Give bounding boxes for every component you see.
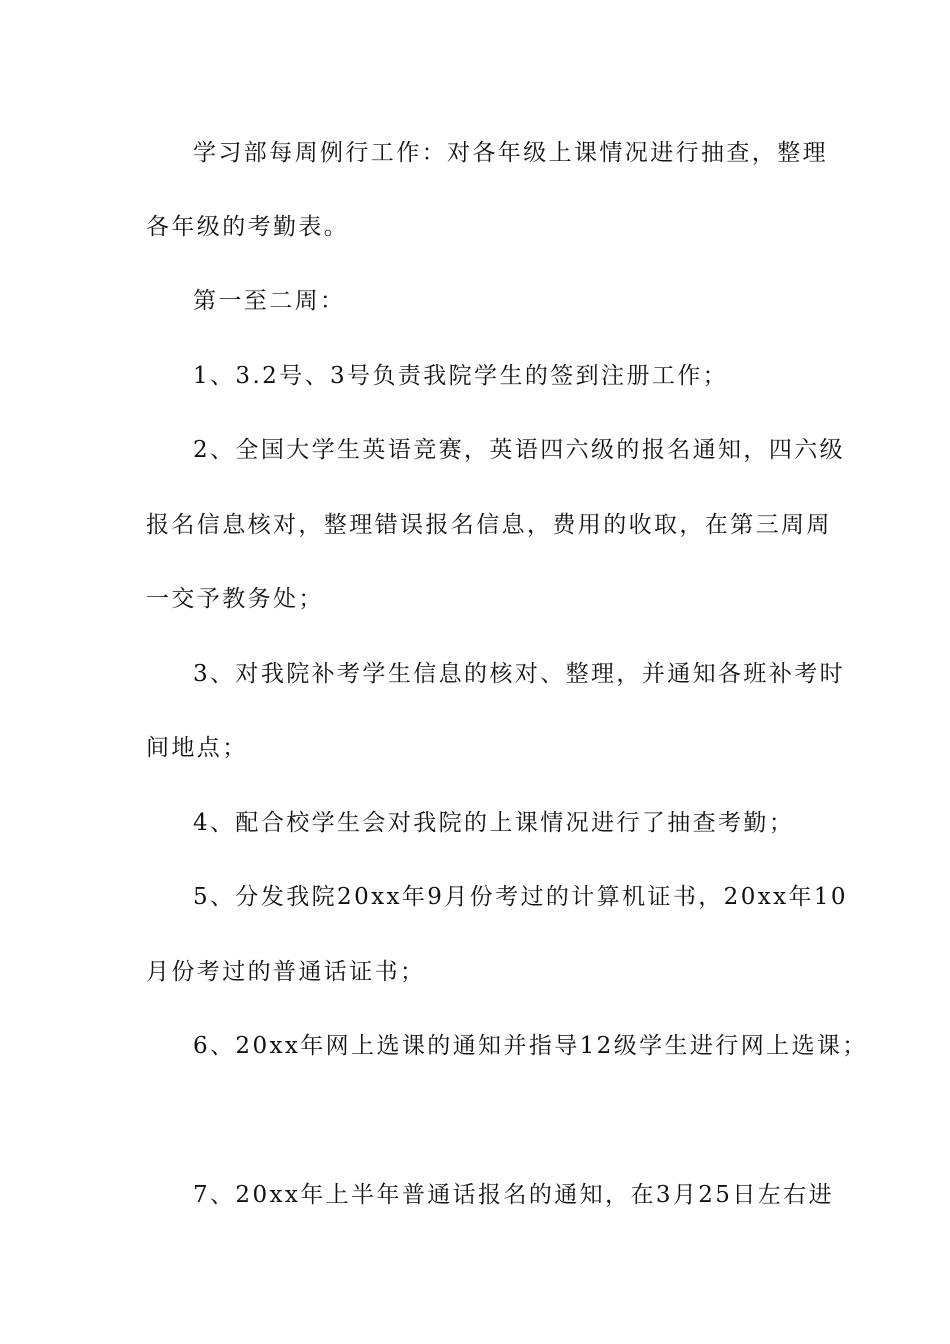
list-item: 2、全国大学生英语竞赛，英语四六级的报名通知，四六级 xyxy=(193,437,846,463)
list-item: 4、配合校学生会对我院的上课情况进行了抽查考勤； xyxy=(193,810,795,836)
list-item-continuation: 间地点； xyxy=(146,735,248,761)
paragraph-line: 学习部每周例行工作：对各年级上课情况进行抽查，整理 xyxy=(193,140,828,166)
section-heading: 第一至二周： xyxy=(193,288,346,314)
list-item-continuation: 月份考过的普通话证书； xyxy=(146,959,426,985)
list-item: 6、20xx年网上选课的通知并指导12级学生进行网上选课； xyxy=(193,1033,868,1059)
list-item-continuation: 一交予教务处； xyxy=(146,586,324,612)
list-item: 1、3.2号、3号负责我院学生的签到注册工作； xyxy=(193,363,729,389)
list-item-continuation: 报名信息核对，整理错误报名信息，费用的收取，在第三周周 xyxy=(146,512,832,538)
list-item: 5、分发我院20xx年9月份考过的计算机证书，20xx年10 xyxy=(193,884,848,910)
paragraph-line: 各年级的考勤表。 xyxy=(146,214,350,240)
list-item: 3、对我院补考学生信息的核对、整理，并通知各班补考时 xyxy=(193,661,846,687)
list-item: 7、20xx年上半年普通话报名的通知，在3月25日左右进 xyxy=(193,1182,834,1208)
